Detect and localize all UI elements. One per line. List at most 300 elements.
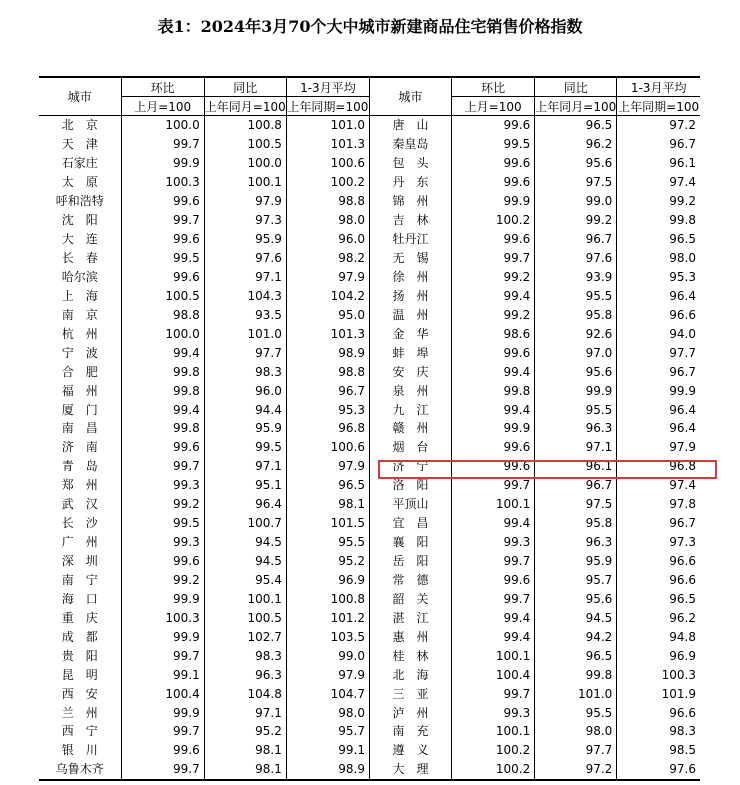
table-row xyxy=(39,514,700,533)
left-avg-cell: 98.8 xyxy=(286,362,369,381)
left-city-cell: 西 安 xyxy=(39,684,121,703)
left-yoy-cell: 97.1 xyxy=(204,268,286,287)
right-yoy-cell: 99.9 xyxy=(535,381,617,400)
left-yoy-cell: 95.1 xyxy=(204,476,286,495)
left-yoy-cell: 97.1 xyxy=(204,457,286,476)
right-yoy-cell: 96.2 xyxy=(535,135,617,154)
left-city-cell: 大 连 xyxy=(39,230,121,249)
left-avg-cell: 99.1 xyxy=(286,741,369,760)
right-city-cell: 锦 州 xyxy=(369,192,451,211)
left-yoy-cell: 97.3 xyxy=(204,211,286,230)
left-city-cell: 哈尔滨 xyxy=(39,268,121,287)
right-city-cell: 无 锡 xyxy=(369,249,451,268)
right-mom-cell: 100.1 xyxy=(452,722,535,741)
left-mom-cell: 100.3 xyxy=(121,173,204,192)
left-avg-cell: 98.0 xyxy=(286,703,369,722)
left-mom-cell: 98.8 xyxy=(121,305,204,324)
right-mom-cell: 98.6 xyxy=(452,324,535,343)
right-avg-cell: 97.8 xyxy=(617,495,700,514)
right-yoy-cell: 96.7 xyxy=(535,230,617,249)
left-yoy-cell: 100.1 xyxy=(204,589,286,608)
left-yoy-cell: 99.5 xyxy=(204,438,286,457)
left-city-cell: 昆 明 xyxy=(39,665,121,684)
header-mom-right: 环比 xyxy=(452,77,535,97)
right-city-cell: 遵 义 xyxy=(369,741,451,760)
left-avg-cell: 96.0 xyxy=(286,230,369,249)
left-yoy-cell: 95.2 xyxy=(204,722,286,741)
right-mom-cell: 99.7 xyxy=(452,552,535,571)
right-yoy-cell: 95.6 xyxy=(535,362,617,381)
left-avg-cell: 98.0 xyxy=(286,211,369,230)
right-avg-cell: 97.9 xyxy=(617,438,700,457)
left-yoy-cell: 96.0 xyxy=(204,381,286,400)
right-mom-cell: 100.1 xyxy=(452,646,535,665)
left-avg-cell: 104.7 xyxy=(286,684,369,703)
right-yoy-cell: 95.8 xyxy=(535,514,617,533)
left-mom-cell: 100.4 xyxy=(121,684,204,703)
left-avg-cell: 104.2 xyxy=(286,286,369,305)
left-city-cell: 贵 阳 xyxy=(39,646,121,665)
table-row xyxy=(39,268,700,287)
table-row xyxy=(39,495,700,514)
right-mom-cell: 99.9 xyxy=(452,419,535,438)
right-yoy-cell: 98.0 xyxy=(535,722,617,741)
table-row xyxy=(39,760,700,780)
left-yoy-cell: 100.5 xyxy=(204,608,286,627)
right-avg-cell: 99.9 xyxy=(617,381,700,400)
right-city-cell: 北 海 xyxy=(369,665,451,684)
right-yoy-cell: 97.6 xyxy=(535,249,617,268)
right-mom-cell: 99.7 xyxy=(452,684,535,703)
table-row xyxy=(39,665,700,684)
right-mom-cell: 99.5 xyxy=(452,135,535,154)
table-row xyxy=(39,249,700,268)
right-yoy-cell: 99.2 xyxy=(535,211,617,230)
left-city-cell: 长 春 xyxy=(39,249,121,268)
right-mom-cell: 100.2 xyxy=(452,760,535,780)
right-city-cell: 南 充 xyxy=(369,722,451,741)
right-yoy-cell: 96.5 xyxy=(535,116,617,135)
left-yoy-cell: 104.8 xyxy=(204,684,286,703)
left-avg-cell: 100.8 xyxy=(286,589,369,608)
right-mom-cell: 99.7 xyxy=(452,589,535,608)
table-row xyxy=(39,438,700,457)
right-mom-cell: 99.8 xyxy=(452,381,535,400)
right-avg-cell: 96.1 xyxy=(617,154,700,173)
left-city-cell: 海 口 xyxy=(39,589,121,608)
right-yoy-cell: 101.0 xyxy=(535,684,617,703)
right-yoy-cell: 94.5 xyxy=(535,608,617,627)
right-city-cell: 温 州 xyxy=(369,305,451,324)
left-yoy-cell: 94.5 xyxy=(204,533,286,552)
left-avg-cell: 95.3 xyxy=(286,400,369,419)
table-title: 表1：2024年3月70个大中城市新建商品住宅销售价格指数 xyxy=(157,17,583,36)
right-city-cell: 泸 州 xyxy=(369,703,451,722)
right-avg-cell: 99.2 xyxy=(617,192,700,211)
left-city-cell: 郑 州 xyxy=(39,476,121,495)
left-city-cell: 长 沙 xyxy=(39,514,121,533)
left-mom-cell: 99.6 xyxy=(121,741,204,760)
right-mom-cell: 100.1 xyxy=(452,495,535,514)
right-mom-cell: 99.2 xyxy=(452,305,535,324)
right-avg-cell: 98.0 xyxy=(617,249,700,268)
left-yoy-cell: 100.8 xyxy=(204,116,286,135)
left-avg-cell: 97.9 xyxy=(286,457,369,476)
left-avg-cell: 95.7 xyxy=(286,722,369,741)
table-row xyxy=(39,324,700,343)
right-avg-cell: 96.8 xyxy=(617,457,700,476)
right-city-cell: 徐 州 xyxy=(369,268,451,287)
right-city-cell: 吉 林 xyxy=(369,211,451,230)
left-mom-cell: 99.6 xyxy=(121,230,204,249)
table-row xyxy=(39,135,700,154)
left-mom-cell: 99.7 xyxy=(121,722,204,741)
left-city-cell: 杭 州 xyxy=(39,324,121,343)
header-yoy-base-left: 上年同月=100 xyxy=(204,97,286,116)
table-row xyxy=(39,211,700,230)
right-mom-cell: 99.6 xyxy=(452,457,535,476)
left-avg-cell: 98.8 xyxy=(286,192,369,211)
header-city-right: 城市 xyxy=(369,77,451,116)
right-yoy-cell: 96.5 xyxy=(535,646,617,665)
right-mom-cell: 100.2 xyxy=(452,741,535,760)
right-avg-cell: 96.7 xyxy=(617,362,700,381)
left-mom-cell: 99.2 xyxy=(121,495,204,514)
header-yoy-left: 同比 xyxy=(204,77,286,97)
right-avg-cell: 97.4 xyxy=(617,476,700,495)
table-row xyxy=(39,684,700,703)
right-avg-cell: 98.5 xyxy=(617,741,700,760)
header-yoy-base-right: 上年同月=100 xyxy=(535,97,617,116)
left-avg-cell: 95.5 xyxy=(286,533,369,552)
right-city-cell: 桂 林 xyxy=(369,646,451,665)
right-yoy-cell: 97.5 xyxy=(535,173,617,192)
right-city-cell: 安 庆 xyxy=(369,362,451,381)
table-row xyxy=(39,589,700,608)
left-mom-cell: 99.9 xyxy=(121,589,204,608)
right-avg-cell: 97.7 xyxy=(617,343,700,362)
left-city-cell: 北 京 xyxy=(39,116,121,135)
right-avg-cell: 96.9 xyxy=(617,646,700,665)
right-mom-cell: 99.4 xyxy=(452,608,535,627)
right-yoy-cell: 95.9 xyxy=(535,552,617,571)
left-city-cell: 南 宁 xyxy=(39,571,121,590)
table-row xyxy=(39,741,700,760)
left-city-cell: 宁 波 xyxy=(39,343,121,362)
left-yoy-cell: 94.4 xyxy=(204,400,286,419)
left-yoy-cell: 97.9 xyxy=(204,192,286,211)
right-avg-cell: 96.5 xyxy=(617,589,700,608)
left-mom-cell: 100.5 xyxy=(121,286,204,305)
header-avg-right: 1-3月平均 xyxy=(617,77,700,97)
right-city-cell: 扬 州 xyxy=(369,286,451,305)
header-mom-left: 环比 xyxy=(121,77,204,97)
left-yoy-cell: 94.5 xyxy=(204,552,286,571)
right-avg-cell: 97.3 xyxy=(617,533,700,552)
left-city-cell: 银 川 xyxy=(39,741,121,760)
left-mom-cell: 99.6 xyxy=(121,438,204,457)
table-row xyxy=(39,362,700,381)
right-mom-cell: 99.4 xyxy=(452,514,535,533)
table-row xyxy=(39,457,700,476)
left-yoy-cell: 95.4 xyxy=(204,571,286,590)
left-yoy-cell: 102.7 xyxy=(204,627,286,646)
left-avg-cell: 103.5 xyxy=(286,627,369,646)
left-yoy-cell: 98.1 xyxy=(204,760,286,780)
left-mom-cell: 99.7 xyxy=(121,211,204,230)
right-mom-cell: 99.6 xyxy=(452,230,535,249)
right-city-cell: 金 华 xyxy=(369,324,451,343)
right-mom-cell: 99.6 xyxy=(452,116,535,135)
right-city-cell: 韶 关 xyxy=(369,589,451,608)
table-row xyxy=(39,154,700,173)
left-city-cell: 深 圳 xyxy=(39,552,121,571)
left-mom-cell: 99.2 xyxy=(121,571,204,590)
left-yoy-cell: 98.1 xyxy=(204,741,286,760)
right-mom-cell: 99.6 xyxy=(452,173,535,192)
right-yoy-cell: 96.3 xyxy=(535,533,617,552)
left-avg-cell: 100.6 xyxy=(286,438,369,457)
left-avg-cell: 96.5 xyxy=(286,476,369,495)
table-body xyxy=(39,116,700,780)
header-avg-base-left: 上年同期=100 xyxy=(286,97,369,116)
left-mom-cell: 100.0 xyxy=(121,324,204,343)
right-avg-cell: 96.4 xyxy=(617,419,700,438)
right-yoy-cell: 96.7 xyxy=(535,476,617,495)
right-yoy-cell: 97.5 xyxy=(535,495,617,514)
right-mom-cell: 99.3 xyxy=(452,533,535,552)
left-city-cell: 兰 州 xyxy=(39,703,121,722)
left-city-cell: 沈 阳 xyxy=(39,211,121,230)
right-yoy-cell: 99.8 xyxy=(535,665,617,684)
right-yoy-cell: 94.2 xyxy=(535,627,617,646)
right-avg-cell: 95.3 xyxy=(617,268,700,287)
left-city-cell: 济 南 xyxy=(39,438,121,457)
table-row xyxy=(39,646,700,665)
left-avg-cell: 96.8 xyxy=(286,419,369,438)
right-avg-cell: 96.2 xyxy=(617,608,700,627)
right-mom-cell: 99.6 xyxy=(452,571,535,590)
table-row xyxy=(39,400,700,419)
right-avg-cell: 94.8 xyxy=(617,627,700,646)
right-avg-cell: 101.9 xyxy=(617,684,700,703)
table-row xyxy=(39,286,700,305)
left-yoy-cell: 97.7 xyxy=(204,343,286,362)
left-city-cell: 太 原 xyxy=(39,173,121,192)
left-avg-cell: 98.9 xyxy=(286,760,369,780)
left-mom-cell: 99.7 xyxy=(121,135,204,154)
right-yoy-cell: 95.5 xyxy=(535,400,617,419)
left-city-cell: 南 京 xyxy=(39,305,121,324)
left-avg-cell: 99.0 xyxy=(286,646,369,665)
left-avg-cell: 98.2 xyxy=(286,249,369,268)
right-yoy-cell: 93.9 xyxy=(535,268,617,287)
left-mom-cell: 99.6 xyxy=(121,192,204,211)
right-mom-cell: 100.2 xyxy=(452,211,535,230)
left-mom-cell: 99.1 xyxy=(121,665,204,684)
left-city-cell: 呼和浩特 xyxy=(39,192,121,211)
right-mom-cell: 99.7 xyxy=(452,249,535,268)
right-mom-cell: 99.4 xyxy=(452,286,535,305)
right-avg-cell: 96.6 xyxy=(617,305,700,324)
right-avg-cell: 96.6 xyxy=(617,703,700,722)
right-mom-cell: 99.4 xyxy=(452,627,535,646)
header-mom-base-right: 上月=100 xyxy=(452,97,535,116)
right-city-cell: 蚌 埠 xyxy=(369,343,451,362)
right-avg-cell: 96.5 xyxy=(617,230,700,249)
right-mom-cell: 99.7 xyxy=(452,476,535,495)
table-row xyxy=(39,419,700,438)
right-city-cell: 平顶山 xyxy=(369,495,451,514)
right-city-cell: 岳 阳 xyxy=(369,552,451,571)
right-yoy-cell: 95.6 xyxy=(535,154,617,173)
left-mom-cell: 99.4 xyxy=(121,343,204,362)
right-yoy-cell: 92.6 xyxy=(535,324,617,343)
right-yoy-cell: 96.3 xyxy=(535,419,617,438)
right-avg-cell: 96.4 xyxy=(617,400,700,419)
right-mom-cell: 100.4 xyxy=(452,665,535,684)
left-yoy-cell: 96.4 xyxy=(204,495,286,514)
right-yoy-cell: 97.1 xyxy=(535,438,617,457)
left-avg-cell: 95.2 xyxy=(286,552,369,571)
right-yoy-cell: 97.7 xyxy=(535,741,617,760)
table-row xyxy=(39,722,700,741)
right-avg-cell: 98.3 xyxy=(617,722,700,741)
right-city-cell: 唐 山 xyxy=(369,116,451,135)
left-yoy-cell: 93.5 xyxy=(204,305,286,324)
table-row xyxy=(39,476,700,495)
left-city-cell: 上 海 xyxy=(39,286,121,305)
left-mom-cell: 99.9 xyxy=(121,703,204,722)
left-avg-cell: 101.2 xyxy=(286,608,369,627)
right-avg-cell: 96.7 xyxy=(617,135,700,154)
right-avg-cell: 96.6 xyxy=(617,571,700,590)
right-city-cell: 大 理 xyxy=(369,760,451,780)
left-yoy-cell: 98.3 xyxy=(204,646,286,665)
right-avg-cell: 96.7 xyxy=(617,514,700,533)
left-avg-cell: 100.6 xyxy=(286,154,369,173)
right-mom-cell: 99.6 xyxy=(452,343,535,362)
right-yoy-cell: 99.0 xyxy=(535,192,617,211)
left-mom-cell: 99.3 xyxy=(121,533,204,552)
left-avg-cell: 101.3 xyxy=(286,135,369,154)
left-yoy-cell: 97.6 xyxy=(204,249,286,268)
table-row xyxy=(39,230,700,249)
table-row xyxy=(39,381,700,400)
left-city-cell: 西 宁 xyxy=(39,722,121,741)
left-mom-cell: 99.9 xyxy=(121,627,204,646)
left-avg-cell: 97.9 xyxy=(286,268,369,287)
right-mom-cell: 99.2 xyxy=(452,268,535,287)
right-city-cell: 宜 昌 xyxy=(369,514,451,533)
left-avg-cell: 95.0 xyxy=(286,305,369,324)
right-yoy-cell: 95.6 xyxy=(535,589,617,608)
right-city-cell: 常 德 xyxy=(369,571,451,590)
right-yoy-cell: 95.5 xyxy=(535,286,617,305)
table-row xyxy=(39,552,700,571)
price-index-table xyxy=(39,76,700,781)
right-city-cell: 襄 阳 xyxy=(369,533,451,552)
left-avg-cell: 96.9 xyxy=(286,571,369,590)
right-avg-cell: 94.0 xyxy=(617,324,700,343)
right-city-cell: 赣 州 xyxy=(369,419,451,438)
left-mom-cell: 100.3 xyxy=(121,608,204,627)
header-avg-base-right: 上年同期=100 xyxy=(617,97,700,116)
left-yoy-cell: 98.3 xyxy=(204,362,286,381)
table-row xyxy=(39,608,700,627)
right-avg-cell: 97.6 xyxy=(617,760,700,780)
header-city-left: 城市 xyxy=(39,77,121,116)
left-city-cell: 青 岛 xyxy=(39,457,121,476)
left-mom-cell: 99.6 xyxy=(121,268,204,287)
left-avg-cell: 101.5 xyxy=(286,514,369,533)
left-mom-cell: 99.7 xyxy=(121,646,204,665)
left-yoy-cell: 95.9 xyxy=(204,230,286,249)
header-avg-left: 1-3月平均 xyxy=(286,77,369,97)
left-city-cell: 广 州 xyxy=(39,533,121,552)
left-yoy-cell: 97.1 xyxy=(204,703,286,722)
table-row xyxy=(39,116,700,135)
right-yoy-cell: 97.0 xyxy=(535,343,617,362)
left-mom-cell: 99.8 xyxy=(121,381,204,400)
table-row xyxy=(39,192,700,211)
left-city-cell: 厦 门 xyxy=(39,400,121,419)
left-mom-cell: 99.5 xyxy=(121,514,204,533)
left-mom-cell: 99.9 xyxy=(121,154,204,173)
right-city-cell: 湛 江 xyxy=(369,608,451,627)
right-avg-cell: 97.4 xyxy=(617,173,700,192)
left-yoy-cell: 96.3 xyxy=(204,665,286,684)
right-city-cell: 惠 州 xyxy=(369,627,451,646)
left-avg-cell: 97.9 xyxy=(286,665,369,684)
left-yoy-cell: 100.1 xyxy=(204,173,286,192)
left-mom-cell: 99.8 xyxy=(121,419,204,438)
left-mom-cell: 99.4 xyxy=(121,400,204,419)
right-avg-cell: 99.8 xyxy=(617,211,700,230)
left-avg-cell: 96.7 xyxy=(286,381,369,400)
left-yoy-cell: 104.3 xyxy=(204,286,286,305)
right-yoy-cell: 95.7 xyxy=(535,571,617,590)
right-mom-cell: 99.4 xyxy=(452,400,535,419)
table-row xyxy=(39,305,700,324)
left-mom-cell: 99.6 xyxy=(121,552,204,571)
table-row xyxy=(39,627,700,646)
table-row xyxy=(39,533,700,552)
right-mom-cell: 99.6 xyxy=(452,154,535,173)
left-mom-cell: 99.7 xyxy=(121,457,204,476)
left-yoy-cell: 101.0 xyxy=(204,324,286,343)
right-city-cell: 包 头 xyxy=(369,154,451,173)
right-yoy-cell: 97.2 xyxy=(535,760,617,780)
left-city-cell: 南 昌 xyxy=(39,419,121,438)
table-row xyxy=(39,703,700,722)
left-avg-cell: 101.0 xyxy=(286,116,369,135)
right-mom-cell: 99.4 xyxy=(452,362,535,381)
left-yoy-cell: 95.9 xyxy=(204,419,286,438)
right-yoy-cell: 95.8 xyxy=(535,305,617,324)
left-city-cell: 武 汉 xyxy=(39,495,121,514)
table-row xyxy=(39,571,700,590)
left-mom-cell: 100.0 xyxy=(121,116,204,135)
header-yoy-right: 同比 xyxy=(535,77,617,97)
left-city-cell: 成 都 xyxy=(39,627,121,646)
left-avg-cell: 98.1 xyxy=(286,495,369,514)
left-yoy-cell: 100.7 xyxy=(204,514,286,533)
left-mom-cell: 99.7 xyxy=(121,760,204,780)
left-yoy-cell: 100.5 xyxy=(204,135,286,154)
left-city-cell: 天 津 xyxy=(39,135,121,154)
right-city-cell: 秦皇岛 xyxy=(369,135,451,154)
